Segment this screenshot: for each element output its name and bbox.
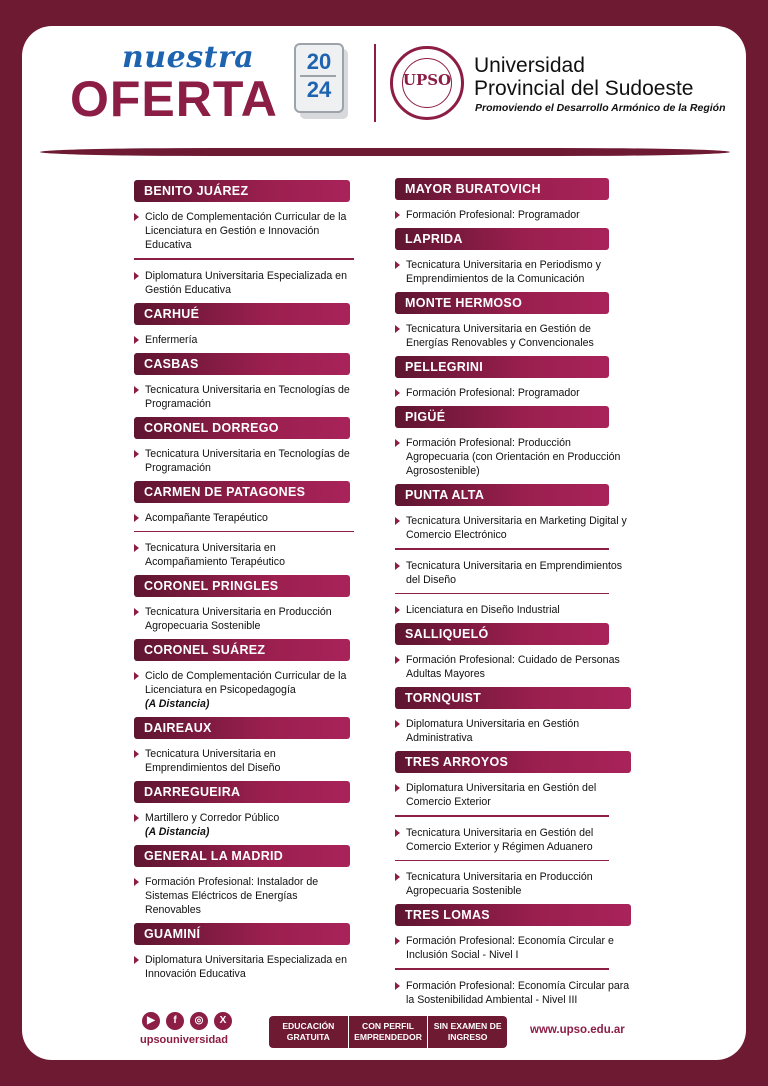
program-name: Tecnicatura Universitaria en Gestión de Energías Renovables y Convencionales: [406, 323, 594, 349]
program-item: [395, 386, 635, 400]
program-item: [134, 210, 354, 252]
program-name: Tecnicatura Universitaria en Periodismo y Emprendimientos de la Comunicación: [406, 259, 601, 285]
bullet-triangle-icon: [395, 606, 400, 614]
city-header: TRES ARROYOS: [395, 751, 631, 773]
program-item: [395, 603, 635, 617]
program-name: Ciclo de Complementación Curricular de la Licenciatura en Psicopedagogía: [145, 670, 347, 696]
program-item: [395, 322, 635, 350]
x-icon[interactable]: X: [214, 1012, 232, 1030]
university-name-line1: Universidad: [474, 54, 585, 77]
program-divider: [395, 593, 609, 595]
city-group: [134, 717, 354, 775]
city-group: [395, 406, 635, 478]
benefit-badges: [269, 1016, 507, 1048]
header-divider: [374, 44, 376, 122]
city-group: [395, 687, 635, 745]
program-item: [134, 383, 354, 411]
program-modality: (A Distancia): [145, 826, 210, 838]
city-group: [134, 575, 354, 633]
city-group: [395, 484, 635, 617]
program-name: Formación Profesional: Programador: [406, 209, 580, 221]
program-item: [134, 333, 354, 347]
oferta-title: OFERTA: [70, 71, 278, 127]
city-group: [134, 639, 354, 711]
program-name: Tecnicatura Universitaria en Producción Agropecuaria Sostenible: [145, 606, 332, 632]
program-name: Diplomatura Universitaria Especializada en Gestión Educativa: [145, 269, 347, 296]
program-name: Tecnicatura Universitaria en Tecnologías de Programación: [145, 447, 350, 474]
bullet-triangle-icon: [134, 450, 139, 458]
program-name: Enfermería: [145, 333, 198, 346]
program-item: [395, 826, 635, 854]
city-header: GUAMINÍ: [134, 923, 350, 945]
program-divider: [134, 531, 354, 533]
bullet-triangle-icon: [134, 544, 139, 552]
right-column: [395, 178, 635, 1013]
city-group: [395, 356, 635, 400]
bullet-triangle-icon: [395, 873, 400, 881]
instagram-icon[interactable]: ◎: [190, 1012, 208, 1030]
bullet-triangle-icon: [134, 386, 139, 394]
seal-text: UPSO: [402, 71, 452, 89]
program-item: [395, 653, 635, 681]
city-header: LAPRIDA: [395, 228, 609, 250]
program-item: [134, 541, 354, 569]
program-item: [134, 811, 354, 839]
city-group: [395, 904, 635, 1007]
program-name: Ciclo de Complementación Curricular de la Licenciatura en Gestión e Innovación Educativa: [145, 211, 347, 251]
youtube-icon[interactable]: ▶: [142, 1012, 160, 1030]
city-header: DAIREAUX: [134, 717, 350, 739]
bullet-triangle-icon: [395, 389, 400, 397]
bullet-triangle-icon: [395, 325, 400, 333]
calendar-icon: [294, 43, 348, 119]
bullet-triangle-icon: [134, 213, 139, 221]
left-column: [134, 180, 354, 987]
program-item: [395, 258, 635, 286]
year-top: 20: [306, 49, 332, 74]
benefit-badge: EDUCACIÓN GRATUITA: [269, 1016, 349, 1048]
program-name: Formación Profesional: Economía Circular e Inclusión Social - Nivel I: [406, 935, 614, 961]
bullet-triangle-icon: [134, 878, 139, 886]
bullet-triangle-icon: [395, 784, 400, 792]
program-name: Diplomatura Universitaria en Gestión Administrativa: [406, 718, 580, 744]
city-header: CARMEN DE PATAGONES: [134, 481, 350, 503]
city-header: BENITO JUÁREZ: [134, 180, 350, 202]
city-header: CORONEL DORREGO: [134, 417, 350, 439]
program-name: Tecnicatura Universitaria en Marketing Digital y Comercio Electrónico: [406, 515, 627, 541]
program-item: [395, 870, 635, 898]
header-swoosh: [40, 148, 730, 156]
university-name-line2: Provincial del Sudoeste: [474, 77, 694, 100]
city-header: PUNTA ALTA: [395, 484, 609, 506]
bullet-triangle-icon: [134, 750, 139, 758]
city-group: [134, 845, 354, 917]
city-header: SALLIQUELÓ: [395, 623, 609, 645]
social-handle[interactable]: upsouniversidad: [140, 1034, 229, 1046]
city-group: [134, 353, 354, 411]
program-divider: [395, 968, 609, 970]
bullet-triangle-icon: [395, 829, 400, 837]
city-header: PIGÜÉ: [395, 406, 609, 428]
bullet-triangle-icon: [134, 814, 139, 822]
program-divider: [395, 815, 609, 817]
program-name: Formación Profesional: Economía Circular para la Sostenibilidad Ambiental - Nivel III: [406, 979, 630, 1006]
program-name: Tecnicatura Universitaria en Emprendimientos del Diseño: [145, 748, 281, 774]
bullet-triangle-icon: [395, 937, 400, 945]
program-item: [134, 269, 354, 297]
bullet-triangle-icon: [395, 211, 400, 219]
city-group: [134, 923, 354, 981]
program-name: Acompañante Terapéutico: [145, 511, 268, 524]
bullet-triangle-icon: [395, 261, 400, 269]
city-group: [134, 180, 354, 297]
city-group: [395, 178, 635, 222]
program-name: Tecnicatura Universitaria en Producción Agropecuaria Sostenible: [406, 871, 593, 897]
program-item: [134, 953, 354, 981]
city-group: [395, 228, 635, 286]
program-item: [134, 605, 354, 633]
city-header: CARHUÉ: [134, 303, 350, 325]
city-group: [395, 623, 635, 681]
program-item: [134, 669, 354, 711]
bullet-triangle-icon: [134, 272, 139, 280]
program-name: Tecnicatura Universitaria en Emprendimientos del Diseño: [406, 559, 623, 586]
bullet-triangle-icon: [134, 672, 139, 680]
program-item: [395, 559, 635, 587]
city-group: [395, 751, 635, 898]
city-header: CORONEL SUÁREZ: [134, 639, 350, 661]
bullet-triangle-icon: [395, 720, 400, 728]
city-group: [134, 417, 354, 475]
website-link[interactable]: www.upso.edu.ar: [530, 1024, 625, 1036]
city-group: [134, 303, 354, 347]
university-seal-logo: [390, 46, 464, 120]
bullet-triangle-icon: [134, 956, 139, 964]
program-name: Formación Profesional: Programador: [406, 387, 580, 399]
city-header: TORNQUIST: [395, 687, 631, 709]
program-item: [395, 436, 635, 478]
city-header: GENERAL LA MADRID: [134, 845, 350, 867]
program-name: Formación Profesional: Producción Agropecuaria (con Orientación en Producción Agrosostenible): [406, 437, 621, 477]
bullet-triangle-icon: [395, 562, 400, 570]
program-name: Tecnicatura Universitaria en Acompañamiento Terapéutico: [145, 542, 285, 568]
program-name: Tecnicatura Universitaria en Tecnologías de Programación: [145, 383, 350, 410]
bullet-triangle-icon: [395, 982, 400, 990]
program-divider: [395, 860, 609, 862]
program-name: Formación Profesional: Cuidado de Personas Adultas Mayores: [406, 654, 620, 680]
bullet-triangle-icon: [134, 514, 139, 522]
facebook-icon[interactable]: f: [166, 1012, 184, 1030]
program-name: Martillero y Corredor Público: [145, 812, 280, 824]
program-item: [395, 781, 635, 809]
program-item: [134, 747, 354, 775]
program-item: [395, 717, 635, 745]
city-header: TRES LOMAS: [395, 904, 631, 926]
city-header: CASBAS: [134, 353, 350, 375]
program-divider: [134, 258, 354, 260]
city-group: [134, 781, 354, 839]
year-bottom: 24: [306, 77, 332, 102]
university-tagline: Promoviendo el Desarrollo Armónico de la Región: [475, 102, 726, 114]
program-item: [395, 208, 635, 222]
nuestra-title: nuestra: [122, 40, 255, 75]
city-group: [134, 481, 354, 570]
city-header: MAYOR BURATOVICH: [395, 178, 609, 200]
program-item: [134, 447, 354, 475]
benefit-badge: SIN EXAMEN DE INGRESO: [433, 1021, 502, 1042]
program-item: [134, 875, 354, 917]
bullet-triangle-icon: [395, 656, 400, 664]
bullet-triangle-icon: [395, 517, 400, 525]
program-name: Diplomatura Universitaria Especializada en Innovación Educativa: [145, 954, 347, 980]
city-group: [395, 292, 635, 350]
program-modality: (A Distancia): [145, 698, 210, 710]
program-name: Diplomatura Universitaria en Gestión del Comercio Exterior: [406, 782, 597, 808]
benefit-badge: CON PERFIL EMPRENDEDOR: [349, 1016, 429, 1048]
program-name: Tecnicatura Universitaria en Gestión del Comercio Exterior y Régimen Aduanero: [406, 826, 594, 853]
program-divider: [395, 548, 609, 550]
city-header: PELLEGRINI: [395, 356, 609, 378]
program-item: [395, 514, 635, 542]
program-item: [395, 979, 635, 1007]
city-header: DARREGUEIRA: [134, 781, 350, 803]
bullet-triangle-icon: [134, 608, 139, 616]
bullet-triangle-icon: [134, 336, 139, 344]
social-icons: [142, 1012, 232, 1030]
program-item: [134, 511, 354, 525]
program-item: [395, 934, 635, 962]
bullet-triangle-icon: [395, 439, 400, 447]
program-name: Licenciatura en Diseño Industrial: [406, 604, 560, 616]
city-header: MONTE HERMOSO: [395, 292, 609, 314]
program-name: Formación Profesional: Instalador de Sistemas Eléctricos de Energías Renovables: [145, 876, 319, 916]
city-header: CORONEL PRINGLES: [134, 575, 350, 597]
offer-poster: [22, 26, 746, 1060]
